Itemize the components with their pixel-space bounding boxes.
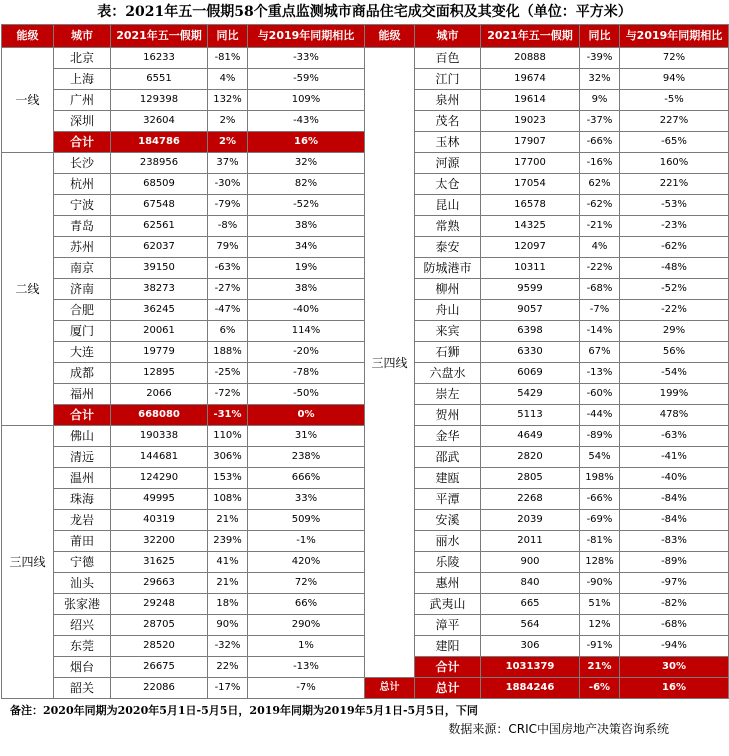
cell-yoy: 4% <box>580 237 620 258</box>
cell-vs2019: 31% <box>248 426 365 447</box>
cell-vs2019: -82% <box>620 594 729 615</box>
cell-yoy: 9% <box>580 90 620 111</box>
cell-vs2019: 199% <box>620 384 729 405</box>
cell-vs2019: -40% <box>248 300 365 321</box>
cell-area: 900 <box>481 552 580 573</box>
cell-vs2019: -53% <box>620 195 729 216</box>
cell-vs2019: -20% <box>248 342 365 363</box>
footnote: 备注：2020年同期为2020年5月1日-5月5日，2019年同期为2019年5月1日-5月5日，下同 <box>10 704 478 717</box>
cell-vs2019: -7% <box>248 678 365 699</box>
cell-vs2019: 227% <box>620 111 729 132</box>
cell-yoy: -91% <box>580 636 620 657</box>
cell-vs2019: 509% <box>248 510 365 531</box>
cell-area: 2066 <box>111 384 208 405</box>
cell-city: 防城港市 <box>415 258 481 279</box>
cell-vs2019: -89% <box>620 552 729 573</box>
cell-area: 16233 <box>111 48 208 69</box>
cell-area: 6069 <box>481 363 580 384</box>
cell-vs2019: 33% <box>248 489 365 510</box>
cell-vs2019: -68% <box>620 615 729 636</box>
cell-vs2019: 1% <box>248 636 365 657</box>
cell-vs2019: 94% <box>620 69 729 90</box>
cell-area: 190338 <box>111 426 208 447</box>
cell-vs2019: -33% <box>248 48 365 69</box>
cell-area: 49995 <box>111 489 208 510</box>
cell-city: 张家港 <box>54 594 111 615</box>
cell-vs2019: -59% <box>248 69 365 90</box>
cell-yoy: 62% <box>580 174 620 195</box>
cell-yoy: 198% <box>580 468 620 489</box>
total-yoy: -31% <box>208 405 248 426</box>
cell-yoy: 12% <box>580 615 620 636</box>
cell-yoy: -69% <box>580 510 620 531</box>
cell-area: 16578 <box>481 195 580 216</box>
total-yoy: 21% <box>580 657 620 678</box>
cell-area: 14325 <box>481 216 580 237</box>
cell-yoy: -89% <box>580 426 620 447</box>
cell-yoy: -90% <box>580 573 620 594</box>
cell-vs2019: -97% <box>620 573 729 594</box>
total-yoy: -6% <box>580 678 620 699</box>
cell-yoy: -44% <box>580 405 620 426</box>
table-row <box>2 678 729 699</box>
cell-yoy: 239% <box>208 531 248 552</box>
cell-yoy: 110% <box>208 426 248 447</box>
cell-area: 564 <box>481 615 580 636</box>
cell-area: 28520 <box>111 636 208 657</box>
cell-area: 129398 <box>111 90 208 111</box>
cell-area: 4649 <box>481 426 580 447</box>
data-table <box>1 24 729 699</box>
header-vs2019: 与2019年同期相比 <box>248 25 365 48</box>
cell-city: 青岛 <box>54 216 111 237</box>
cell-yoy: 21% <box>208 573 248 594</box>
cell-area: 12895 <box>111 363 208 384</box>
cell-area: 12097 <box>481 237 580 258</box>
cell-yoy: -13% <box>580 363 620 384</box>
cell-city: 泰安 <box>415 237 481 258</box>
total-city: 合计 <box>415 657 481 678</box>
cell-area: 6398 <box>481 321 580 342</box>
cell-vs2019: 32% <box>248 153 365 174</box>
cell-area: 19614 <box>481 90 580 111</box>
cell-yoy: -62% <box>580 195 620 216</box>
cell-yoy: 6% <box>208 321 248 342</box>
cell-area: 38273 <box>111 279 208 300</box>
cell-city: 建阳 <box>415 636 481 657</box>
cell-area: 29663 <box>111 573 208 594</box>
cell-area: 32200 <box>111 531 208 552</box>
cell-vs2019: -83% <box>620 531 729 552</box>
cell-yoy: -25% <box>208 363 248 384</box>
cell-vs2019: -1% <box>248 531 365 552</box>
cell-city: 上海 <box>54 69 111 90</box>
cell-vs2019: 478% <box>620 405 729 426</box>
cell-vs2019: 56% <box>620 342 729 363</box>
cell-vs2019: -22% <box>620 300 729 321</box>
cell-yoy: 41% <box>208 552 248 573</box>
cell-city: 泉州 <box>415 90 481 111</box>
header-vs2019: 与2019年同期相比 <box>620 25 729 48</box>
cell-city: 广州 <box>54 90 111 111</box>
cell-yoy: -47% <box>208 300 248 321</box>
cell-city: 来宾 <box>415 321 481 342</box>
cell-area: 2011 <box>481 531 580 552</box>
header-yoy: 同比 <box>580 25 620 48</box>
cell-yoy: 128% <box>580 552 620 573</box>
total-vs2019: 16% <box>620 678 729 699</box>
cell-area: 19674 <box>481 69 580 90</box>
cell-yoy: -22% <box>580 258 620 279</box>
cell-yoy: -7% <box>580 300 620 321</box>
cell-yoy: -63% <box>208 258 248 279</box>
cell-city: 百色 <box>415 48 481 69</box>
tier-label: 二线 <box>2 153 54 426</box>
cell-vs2019: 160% <box>620 153 729 174</box>
table-body <box>2 48 729 699</box>
cell-city: 宁德 <box>54 552 111 573</box>
cell-yoy: -72% <box>208 384 248 405</box>
cell-area: 29248 <box>111 594 208 615</box>
cell-city: 舟山 <box>415 300 481 321</box>
cell-vs2019: -52% <box>620 279 729 300</box>
cell-vs2019: -40% <box>620 468 729 489</box>
cell-vs2019: -43% <box>248 111 365 132</box>
cell-area: 124290 <box>111 468 208 489</box>
cell-area: 62561 <box>111 216 208 237</box>
tier-label: 总计 <box>365 678 415 699</box>
cell-city: 石狮 <box>415 342 481 363</box>
cell-area: 31625 <box>111 552 208 573</box>
cell-area: 68509 <box>111 174 208 195</box>
cell-city: 茂名 <box>415 111 481 132</box>
cell-city: 韶关 <box>54 678 111 699</box>
cell-yoy: 2% <box>208 111 248 132</box>
cell-yoy: -66% <box>580 489 620 510</box>
cell-yoy: -27% <box>208 279 248 300</box>
cell-vs2019: 420% <box>248 552 365 573</box>
cell-city: 烟台 <box>54 657 111 678</box>
cell-city: 长沙 <box>54 153 111 174</box>
header-area: 2021年五一假期 <box>111 25 208 48</box>
cell-vs2019: 221% <box>620 174 729 195</box>
cell-yoy: -16% <box>580 153 620 174</box>
cell-city: 柳州 <box>415 279 481 300</box>
cell-city: 深圳 <box>54 111 111 132</box>
cell-city: 清远 <box>54 447 111 468</box>
cell-vs2019: 82% <box>248 174 365 195</box>
tier-label: 一线 <box>2 48 54 153</box>
cell-yoy: -14% <box>580 321 620 342</box>
header-row <box>2 25 729 48</box>
table-title: 表：2021年五一假期58个重点监测城市商品住宅成交面积及其变化（单位：平方米） <box>97 4 632 20</box>
cell-city: 崇左 <box>415 384 481 405</box>
cell-yoy: -17% <box>208 678 248 699</box>
cell-vs2019: -78% <box>248 363 365 384</box>
cell-area: 9057 <box>481 300 580 321</box>
cell-city: 福州 <box>54 384 111 405</box>
cell-area: 6330 <box>481 342 580 363</box>
cell-city: 邵武 <box>415 447 481 468</box>
data-source: 数据来源：CRIC中国房地产决策咨询系统 <box>448 722 669 736</box>
total-area: 1031379 <box>481 657 580 678</box>
cell-yoy: -37% <box>580 111 620 132</box>
total-area: 1884246 <box>481 678 580 699</box>
table-row <box>2 48 729 69</box>
cell-vs2019: 72% <box>248 573 365 594</box>
cell-yoy: 4% <box>208 69 248 90</box>
cell-city: 宁波 <box>54 195 111 216</box>
cell-yoy: 188% <box>208 342 248 363</box>
total-yoy: 2% <box>208 132 248 153</box>
cell-city: 河源 <box>415 153 481 174</box>
total-area: 184786 <box>111 132 208 153</box>
cell-vs2019: -13% <box>248 657 365 678</box>
cell-area: 17907 <box>481 132 580 153</box>
cell-area: 40319 <box>111 510 208 531</box>
total-vs2019: 30% <box>620 657 729 678</box>
cell-city: 六盘水 <box>415 363 481 384</box>
cell-city: 玉林 <box>415 132 481 153</box>
cell-yoy: 306% <box>208 447 248 468</box>
cell-area: 36245 <box>111 300 208 321</box>
cell-area: 144681 <box>111 447 208 468</box>
cell-city: 北京 <box>54 48 111 69</box>
cell-area: 306 <box>481 636 580 657</box>
cell-city: 武夷山 <box>415 594 481 615</box>
cell-city: 绍兴 <box>54 615 111 636</box>
cell-yoy: 32% <box>580 69 620 90</box>
cell-city: 漳平 <box>415 615 481 636</box>
cell-area: 665 <box>481 594 580 615</box>
cell-area: 22086 <box>111 678 208 699</box>
cell-vs2019: -54% <box>620 363 729 384</box>
cell-yoy: -66% <box>580 132 620 153</box>
cell-city: 苏州 <box>54 237 111 258</box>
cell-yoy: 79% <box>208 237 248 258</box>
cell-vs2019: 66% <box>248 594 365 615</box>
cell-city: 济南 <box>54 279 111 300</box>
cell-city: 南京 <box>54 258 111 279</box>
header-area: 2021年五一假期 <box>481 25 580 48</box>
cell-city: 安溪 <box>415 510 481 531</box>
header-city: 城市 <box>54 25 111 48</box>
header-tier: 能级 <box>365 25 415 48</box>
cell-area: 2820 <box>481 447 580 468</box>
cell-area: 5113 <box>481 405 580 426</box>
cell-yoy: 153% <box>208 468 248 489</box>
cell-vs2019: 109% <box>248 90 365 111</box>
cell-vs2019: -84% <box>620 510 729 531</box>
cell-yoy: -81% <box>580 531 620 552</box>
cell-vs2019: -65% <box>620 132 729 153</box>
cell-city: 成都 <box>54 363 111 384</box>
tier-label: 三四线 <box>2 426 54 699</box>
cell-yoy: 90% <box>208 615 248 636</box>
cell-area: 17700 <box>481 153 580 174</box>
cell-area: 28705 <box>111 615 208 636</box>
cell-yoy: -30% <box>208 174 248 195</box>
cell-yoy: 21% <box>208 510 248 531</box>
cell-area: 19023 <box>481 111 580 132</box>
cell-city: 太仓 <box>415 174 481 195</box>
cell-city: 佛山 <box>54 426 111 447</box>
cell-vs2019: -23% <box>620 216 729 237</box>
cell-city: 大连 <box>54 342 111 363</box>
cell-area: 9599 <box>481 279 580 300</box>
cell-yoy: -8% <box>208 216 248 237</box>
cell-area: 32604 <box>111 111 208 132</box>
cell-vs2019: 29% <box>620 321 729 342</box>
cell-vs2019: 38% <box>248 279 365 300</box>
cell-city: 昆山 <box>415 195 481 216</box>
cell-area: 17054 <box>481 174 580 195</box>
cell-vs2019: 72% <box>620 48 729 69</box>
cell-vs2019: -52% <box>248 195 365 216</box>
cell-city: 惠州 <box>415 573 481 594</box>
cell-city: 杭州 <box>54 174 111 195</box>
cell-vs2019: 114% <box>248 321 365 342</box>
cell-area: 238956 <box>111 153 208 174</box>
cell-area: 840 <box>481 573 580 594</box>
cell-city: 温州 <box>54 468 111 489</box>
total-city: 合计 <box>54 405 111 426</box>
cell-yoy: 22% <box>208 657 248 678</box>
cell-vs2019: -84% <box>620 489 729 510</box>
cell-vs2019: -94% <box>620 636 729 657</box>
header-city: 城市 <box>415 25 481 48</box>
cell-city: 东莞 <box>54 636 111 657</box>
cell-vs2019: -62% <box>620 237 729 258</box>
cell-yoy: 51% <box>580 594 620 615</box>
cell-city: 建瓯 <box>415 468 481 489</box>
cell-yoy: -79% <box>208 195 248 216</box>
cell-area: 2805 <box>481 468 580 489</box>
cell-area: 2039 <box>481 510 580 531</box>
cell-city: 乐陵 <box>415 552 481 573</box>
cell-vs2019: -63% <box>620 426 729 447</box>
cell-vs2019: 666% <box>248 468 365 489</box>
cell-area: 39150 <box>111 258 208 279</box>
cell-area: 20888 <box>481 48 580 69</box>
cell-city: 江门 <box>415 69 481 90</box>
cell-yoy: 132% <box>208 90 248 111</box>
cell-area: 5429 <box>481 384 580 405</box>
total-city: 总计 <box>415 678 481 699</box>
cell-city: 丽水 <box>415 531 481 552</box>
cell-area: 67548 <box>111 195 208 216</box>
cell-city: 金华 <box>415 426 481 447</box>
cell-yoy: -32% <box>208 636 248 657</box>
cell-area: 26675 <box>111 657 208 678</box>
cell-yoy: 18% <box>208 594 248 615</box>
cell-yoy: -81% <box>208 48 248 69</box>
cell-area: 2268 <box>481 489 580 510</box>
cell-yoy: 54% <box>580 447 620 468</box>
cell-city: 平潭 <box>415 489 481 510</box>
cell-city: 常熟 <box>415 216 481 237</box>
cell-yoy: -60% <box>580 384 620 405</box>
cell-yoy: 108% <box>208 489 248 510</box>
cell-yoy: 37% <box>208 153 248 174</box>
header-yoy: 同比 <box>208 25 248 48</box>
cell-city: 莆田 <box>54 531 111 552</box>
cell-vs2019: -5% <box>620 90 729 111</box>
cell-city: 龙岩 <box>54 510 111 531</box>
cell-vs2019: -48% <box>620 258 729 279</box>
cell-vs2019: 19% <box>248 258 365 279</box>
cell-yoy: 67% <box>580 342 620 363</box>
cell-yoy: -21% <box>580 216 620 237</box>
total-area: 668080 <box>111 405 208 426</box>
cell-vs2019: 238% <box>248 447 365 468</box>
cell-area: 20061 <box>111 321 208 342</box>
cell-vs2019: 34% <box>248 237 365 258</box>
cell-vs2019: -41% <box>620 447 729 468</box>
cell-area: 6551 <box>111 69 208 90</box>
cell-area: 10311 <box>481 258 580 279</box>
header-tier: 能级 <box>2 25 54 48</box>
cell-vs2019: 38% <box>248 216 365 237</box>
cell-city: 汕头 <box>54 573 111 594</box>
cell-city: 合肥 <box>54 300 111 321</box>
total-vs2019: 0% <box>248 405 365 426</box>
cell-vs2019: -50% <box>248 384 365 405</box>
cell-area: 19779 <box>111 342 208 363</box>
cell-yoy: -68% <box>580 279 620 300</box>
tier-label: 三四线 <box>365 48 415 678</box>
cell-vs2019: 290% <box>248 615 365 636</box>
cell-city: 贺州 <box>415 405 481 426</box>
cell-area: 62037 <box>111 237 208 258</box>
total-city: 合计 <box>54 132 111 153</box>
cell-city: 厦门 <box>54 321 111 342</box>
cell-yoy: -39% <box>580 48 620 69</box>
cell-city: 珠海 <box>54 489 111 510</box>
total-vs2019: 16% <box>248 132 365 153</box>
